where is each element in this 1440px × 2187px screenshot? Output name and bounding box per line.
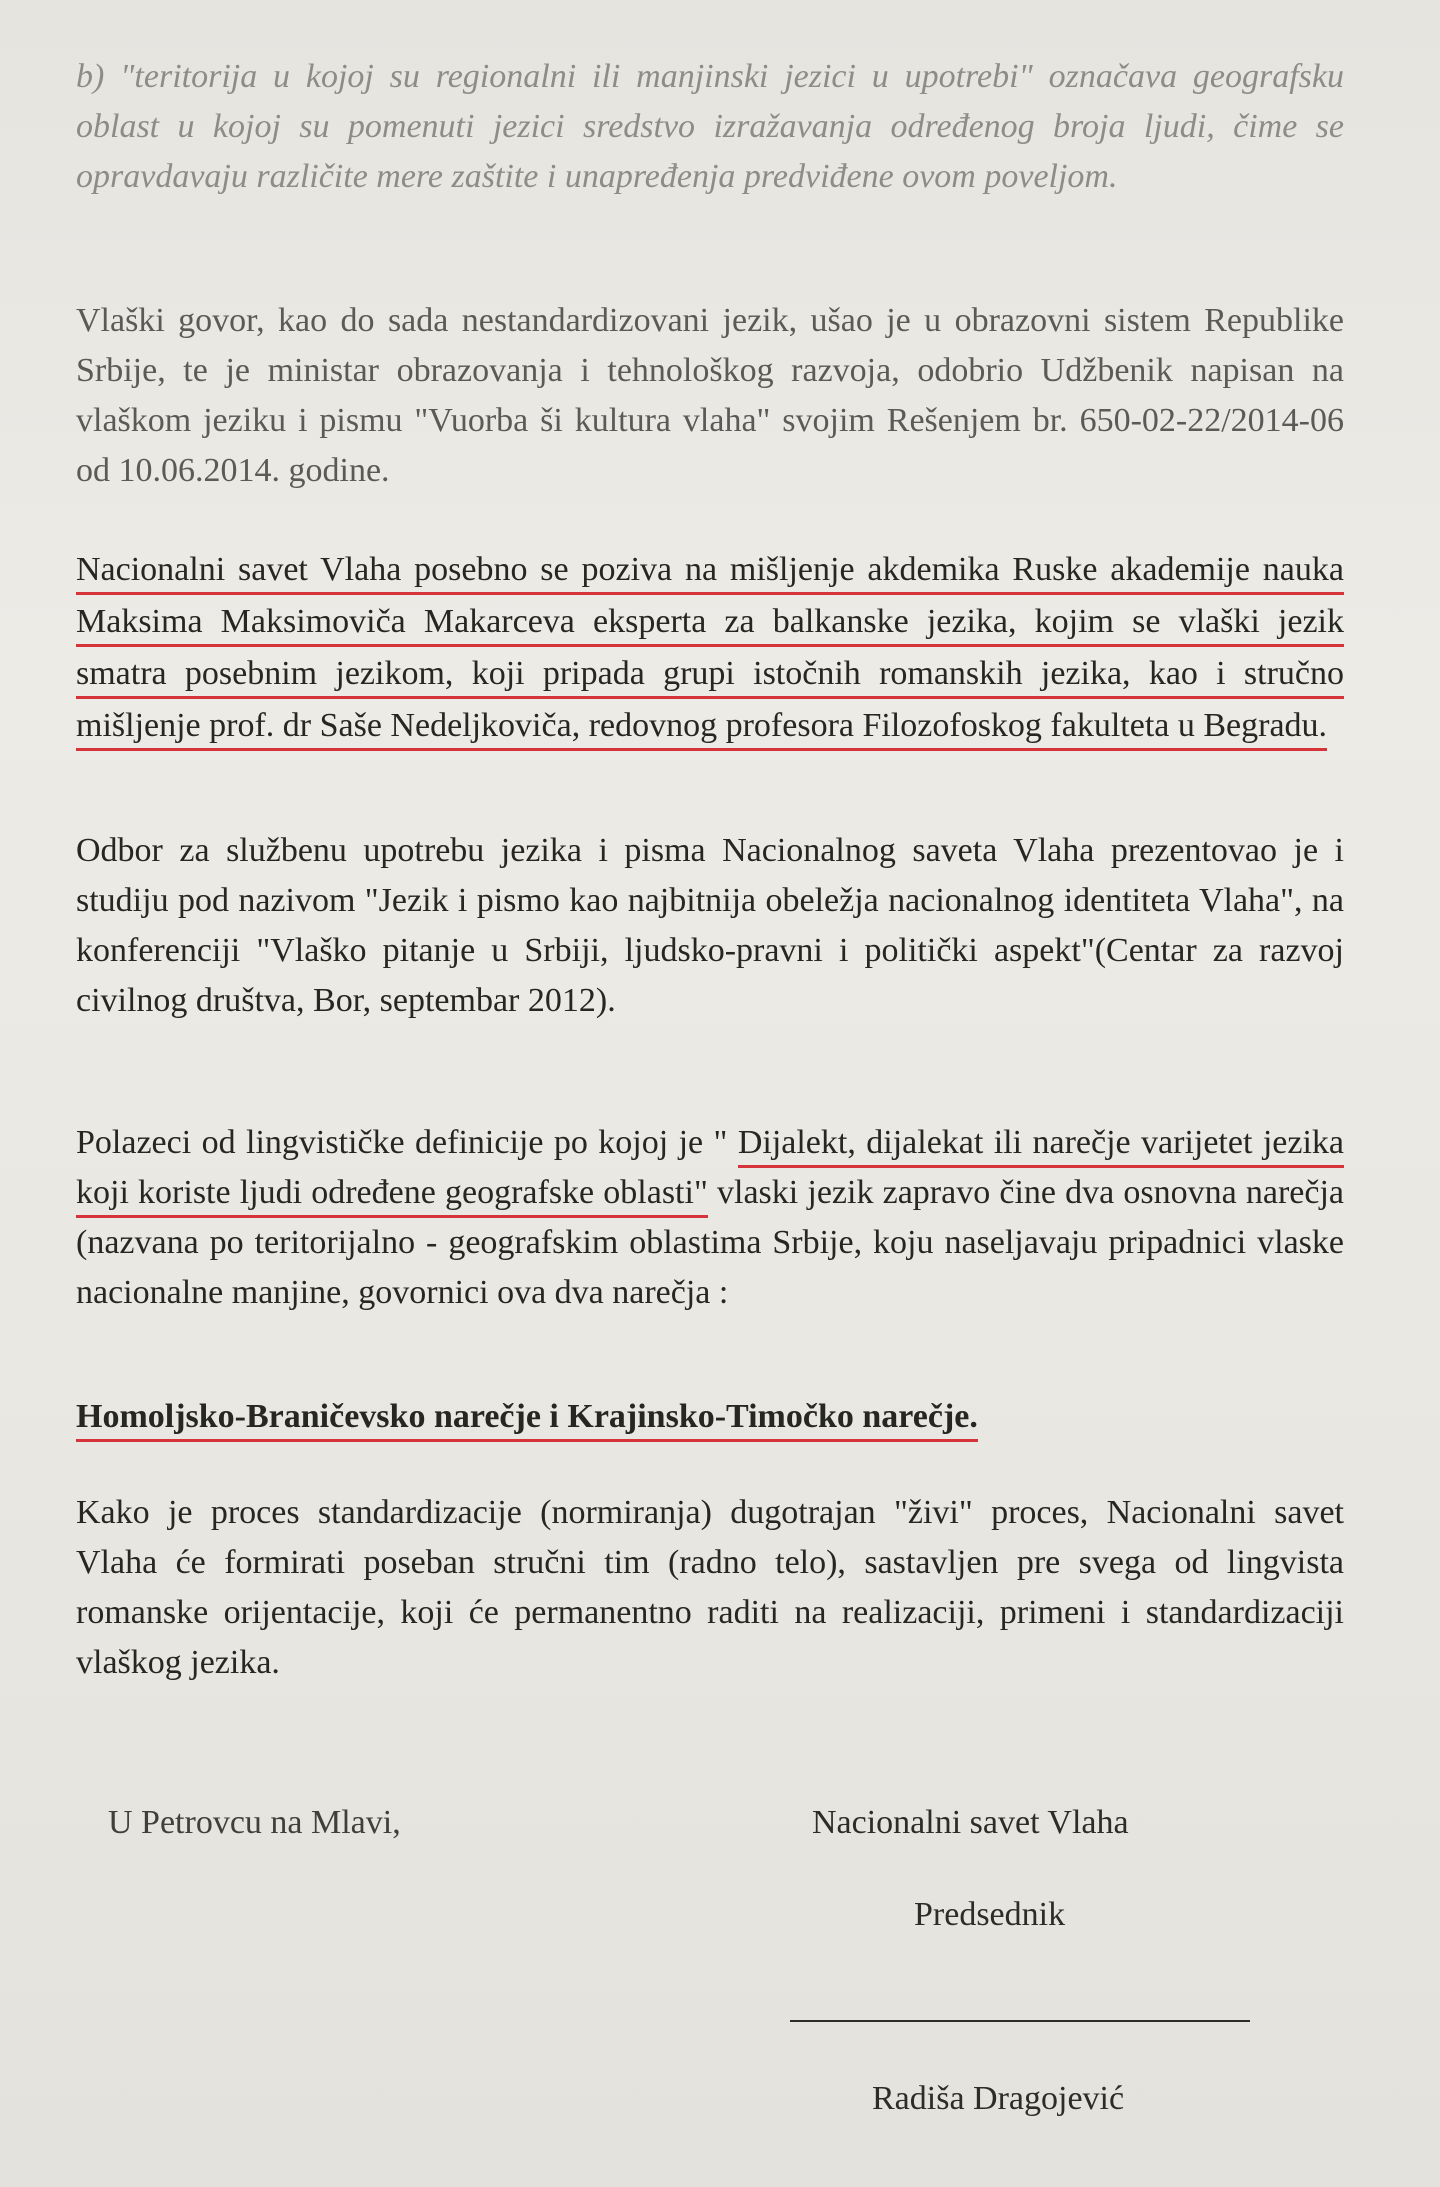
signature-place: U Petrovcu na Mlavi, xyxy=(108,1804,401,1841)
underlined-dialect-definition: Dijalekt, dijalekat ili narečje varijetet jezika koji koriste ljudi određene geografske oblasti" xyxy=(76,1124,1344,1218)
dialect-intro-text: Polazeci od lingvističke definicije po kojoj je " xyxy=(76,1124,738,1161)
paragraph-committee-study: Odbor za službenu upotrebu jezika i pisma Nacionalnog saveta Vlaha prezentovao je i studiju pod nazivom "Jezik i pismo kao najbitnija obeležja nacionalnog identiteta Vlaha", na konferenciji "Vlaško pitanje u Srbiji, ljudsko-pravni i politički aspekt"(Centar za razvoj civilnog društva, Bor, septembar 2012). xyxy=(76,832,1344,1019)
paragraph-dialect-names xyxy=(76,1392,1344,1442)
signature-line xyxy=(790,2020,1250,2022)
signature-title: Predsednik xyxy=(914,1896,1066,1933)
paragraph-standardization-process: Kako je proces standardizacije (normiranja) dugotrajan "živi" proces, Nacionalni savet Vlaha će formirati poseban stručni tim (radno telo), sastavljen pre svega od lingvista romanske orijentacije, koji će permanentno raditi na realizaciji, primeni i standardizaciji vlaškog jezika. xyxy=(76,1494,1344,1681)
signature-organization: Nacionalni savet Vlaha xyxy=(812,1804,1129,1841)
dialect-continuation-text: vlaski jezik zapravo čine dva osnovna narečja (nazvana po teritorijalno - geografskim oblastima Srbije, koju naseljavaju pripadnici vlaske nacionalne manjine, govornici ova dva narečja : xyxy=(76,1174,1344,1311)
paragraph-academic-opinion xyxy=(76,544,1344,752)
paragraph-dialect-definition xyxy=(76,1118,1344,1318)
signature-name: Radiša Dragojević xyxy=(872,2080,1125,2117)
paragraph-vlach-speech-education: Vlaški govor, kao do sada nestandardizovani jezik, ušao je u obrazovni sistem Republike Srbije, te je ministar obrazovanja i tehnološkog razvoja, odobrio Udžbenik napisan na vlaškom jeziku i pismu "Vuorba ši kultura vlaha" svojim Rešenjem br. 650-02-22/2014-06 od 10.06.2014. godine. xyxy=(76,302,1344,489)
paragraph-territory-definition: b) "teritorija u kojoj su regionalni ili manjinski jezici u upotrebi" označava geografsku oblast u kojoj su pomenuti jezici sredstvo izražavanja određenog broja ljudi, čime se opravdavaju različite mere zaštite i unapređenja predviđene ovom poveljom. xyxy=(76,58,1344,195)
underlined-dialect-names: Homoljsko-Braničevsko narečje i Krajinsko-Timočko narečje. xyxy=(76,1398,978,1442)
underlined-academic-opinion: Nacionalni savet Vlaha posebno se poziva na mišljenje akdemika Ruske akademije nauka Maksima Maksimoviča Makarceva eksperta za balkanske jezika, kojim se vlaški jezik smatra posebnim jezikom, koji pripada grupi istočnih romanskih jezika, kao i stručno mišljenje prof. dr Saše Nedeljkoviča, redovnog profesora Filozofoskog fakulteta u Begradu. xyxy=(76,551,1344,751)
